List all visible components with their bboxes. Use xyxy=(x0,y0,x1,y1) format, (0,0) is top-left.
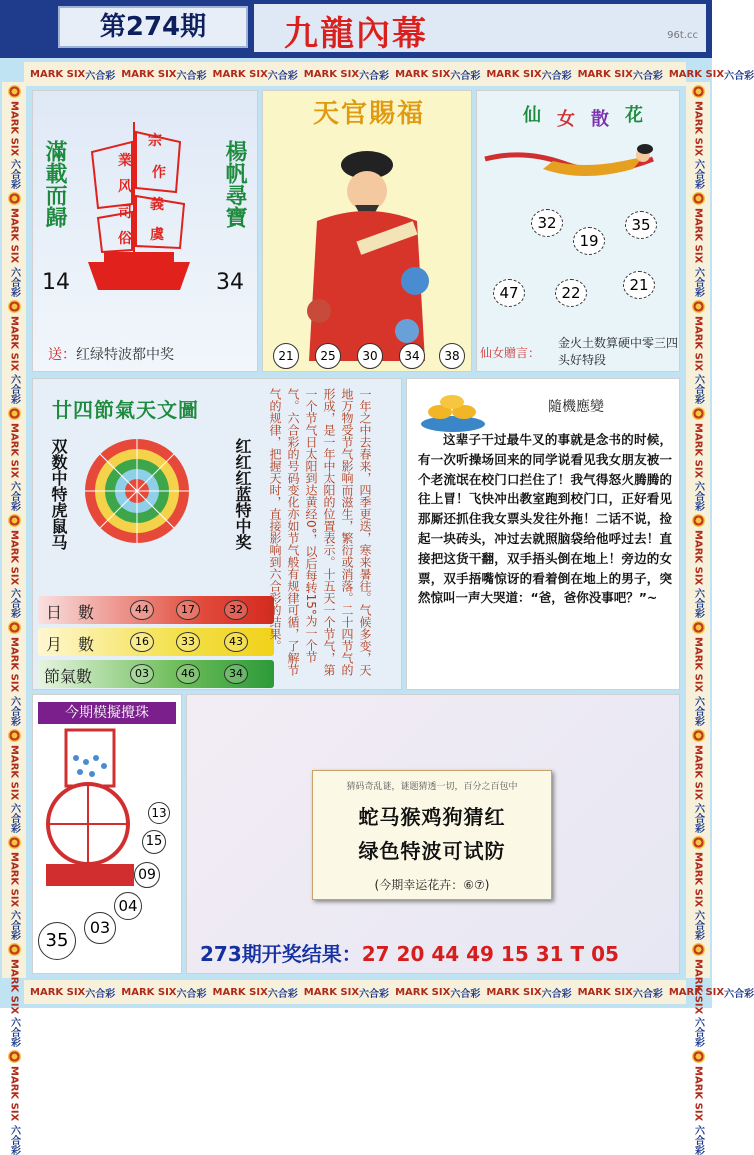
solar-terms-title: 廿四節氣天文圖 xyxy=(52,398,199,422)
border-tag: 六合彩 xyxy=(176,988,207,1000)
border-tag: MARK SIX xyxy=(303,68,360,80)
cloud-number: 19 xyxy=(573,227,605,255)
ship-icon xyxy=(84,112,194,302)
border-top xyxy=(24,62,754,86)
border-tag: 六合彩 xyxy=(450,988,481,1000)
flower-icon xyxy=(692,621,705,634)
row-label: 節氣數 xyxy=(44,667,93,686)
border-tag: MARK SIX xyxy=(8,851,20,908)
draw-title: 今期模擬攪珠 xyxy=(38,702,176,724)
gift-line xyxy=(48,344,174,364)
border-tag: MARK SIX xyxy=(8,744,20,800)
border-tag: 六合彩 xyxy=(8,266,20,297)
page-title: 九龍內幕 xyxy=(284,14,428,54)
fairy-title-char: 散 xyxy=(591,109,609,130)
blessing-panel xyxy=(262,90,472,372)
flower-icon xyxy=(8,514,21,527)
border-tag: MARK SIX xyxy=(692,101,704,157)
draw-result xyxy=(200,938,619,967)
zodiac-wheel-icon xyxy=(82,436,192,546)
number-ball: 25 xyxy=(315,343,341,369)
border-tag: 六合彩 xyxy=(85,988,116,1000)
border-tag: MARK SIX xyxy=(212,68,268,80)
sail-char: 作 xyxy=(152,165,166,181)
border-tag: 六合彩 xyxy=(8,588,20,619)
sail-char: 宗 xyxy=(148,133,162,149)
fairy-label: 仙女贈言： xyxy=(480,346,541,360)
solar-terms-poem: 一年之中去春来，四季更迭，寒来暑往。气候多变，天地万物受节气影响而滋生，繁衍或消落。二十四节气的形成，是一年中太阳的位置表示。十五天一个节气，第一个节气日太阳到达黄经0°，以后每转15°为一个节气。六合彩的号码变化亦如节气般有规律可循，了解节气的规律，把握天时，直接影响到六合彩的结果。 xyxy=(268,388,372,676)
result-label: 273期开奖结果： xyxy=(200,942,362,966)
draw-ball: 09 xyxy=(134,862,160,888)
riddle-foot: (今期幸运花卉：⑥⑦) xyxy=(374,878,490,892)
border-tag: MARK SIX xyxy=(8,1066,20,1122)
top-bar xyxy=(0,0,712,58)
border-tag: 六合彩 xyxy=(692,1124,704,1155)
sail-char: 俗 xyxy=(118,231,132,247)
number-ball: 30 xyxy=(357,343,383,369)
border-tag: MARK SIX xyxy=(8,208,20,264)
fairy-text: 金火土数算硬中零三四头好特段 xyxy=(558,336,679,367)
border-tag: 六合彩 xyxy=(450,70,481,82)
border-tag: 六合彩 xyxy=(8,695,20,726)
draw-ball: 15 xyxy=(142,830,166,854)
border-tag: 六合彩 xyxy=(267,988,298,1000)
month-number: 43 xyxy=(224,632,248,652)
border-tag: 六合彩 xyxy=(176,70,207,82)
cloud-number: 32 xyxy=(531,209,563,237)
border-tag: 六合彩 xyxy=(8,481,20,512)
day-number: 32 xyxy=(224,600,248,620)
border-tag: 六合彩 xyxy=(692,802,704,833)
border-tag: MARK SIX xyxy=(692,315,704,371)
border-tag: 六合彩 xyxy=(724,70,754,82)
gold-ingot-icon xyxy=(418,386,488,436)
border-tag: MARK SIX xyxy=(692,744,704,800)
border-tag: MARK SIX xyxy=(692,1066,704,1122)
flower-icon xyxy=(8,85,21,98)
draw-ball: 04 xyxy=(114,892,142,920)
issue-number: 第274期 xyxy=(58,6,248,48)
border-tag: MARK SIX xyxy=(303,986,360,998)
sail-char: 司 xyxy=(118,205,132,221)
solar-number: 03 xyxy=(130,664,154,684)
cloud-number: 22 xyxy=(555,279,587,307)
right-phrase: 楊帆尋寶 xyxy=(222,140,248,228)
border-tag: 六合彩 xyxy=(632,70,663,82)
border-tag: 六合彩 xyxy=(8,1124,20,1155)
border-tag: MARK SIX xyxy=(486,986,542,998)
border-tag: MARK SIX xyxy=(8,101,20,157)
border-tag: 六合彩 xyxy=(692,910,704,941)
day-number: 44 xyxy=(130,600,154,620)
border-tag: MARK SIX xyxy=(692,637,704,693)
border-tag: 六合彩 xyxy=(541,988,572,1000)
flower-icon xyxy=(692,1050,705,1063)
number-ball: 21 xyxy=(273,343,299,369)
flower-icon xyxy=(8,1050,21,1063)
border-tag: MARK SIX xyxy=(395,986,451,998)
flower-icon xyxy=(692,300,705,313)
border-bottom xyxy=(24,980,754,1004)
day-number: 17 xyxy=(176,600,200,620)
sail-char: 業 xyxy=(118,153,132,169)
border-tag: 六合彩 xyxy=(8,373,20,404)
flower-icon xyxy=(692,836,705,849)
border-tag: MARK SIX xyxy=(8,959,20,1015)
flower-icon xyxy=(8,407,21,420)
border-tag: MARK SIX xyxy=(577,986,633,998)
number-right: 34 xyxy=(216,270,244,295)
left-phrase: 滿載而歸 xyxy=(42,140,68,228)
month-number: 16 xyxy=(130,632,154,652)
border-tag: MARK SIX xyxy=(30,68,86,80)
draw-ball: 13 xyxy=(148,802,170,824)
flower-icon xyxy=(692,943,705,956)
border-tag: MARK SIX xyxy=(8,530,20,586)
row-label: 月 數 xyxy=(46,635,95,654)
flower-icon xyxy=(8,836,21,849)
fairy-panel xyxy=(476,90,680,372)
border-tag: 六合彩 xyxy=(632,988,663,1000)
number-ball: 38 xyxy=(439,343,465,369)
border-tag: MARK SIX xyxy=(692,959,704,1015)
cloud-number: 47 xyxy=(493,279,525,307)
sail-char: 虞 xyxy=(150,227,164,243)
fairy-title-char: 花 xyxy=(625,105,643,126)
border-tag: 六合彩 xyxy=(692,159,704,190)
flower-icon xyxy=(8,300,21,313)
flower-icon xyxy=(8,621,21,634)
border-right xyxy=(686,82,710,1155)
flower-icon xyxy=(692,85,705,98)
result-numbers: 27 20 44 49 15 31 T 05 xyxy=(361,942,619,966)
border-tag: MARK SIX xyxy=(8,422,20,479)
riddle-top-line: 猜码奇乱谜，谜题猜透一切，百分之百包中 xyxy=(346,782,518,792)
border-tag: MARK SIX xyxy=(121,986,177,998)
border-tag: MARK SIX xyxy=(30,986,86,998)
riddle-line-1: 蛇马猴鸡狗猜红 xyxy=(358,805,506,829)
sail-char: 风 xyxy=(118,179,132,195)
border-tag: 六合彩 xyxy=(267,70,298,82)
lottery-machine-icon xyxy=(40,728,140,888)
month-number: 33 xyxy=(176,632,200,652)
border-tag: 六合彩 xyxy=(8,802,20,833)
row-label: 日 數 xyxy=(46,603,95,622)
border-tag: MARK SIX xyxy=(692,851,704,908)
title-box xyxy=(254,4,706,52)
border-tag: 六合彩 xyxy=(692,266,704,297)
border-tag: MARK SIX xyxy=(668,986,725,998)
right-prediction: 红红红蓝特中奖 xyxy=(233,438,252,550)
border-tag: 六合彩 xyxy=(692,481,704,512)
flower-icon xyxy=(692,407,705,420)
border-tag: 六合彩 xyxy=(8,1017,20,1048)
border-tag: 六合彩 xyxy=(692,1017,704,1048)
story-text: 这辈子干过最牛叉的事就是念书的时候，有一次听操场回来的同学说看见我女朋友被一个老流氓在校门口拦住了！我气得怒火腾腾的往上冒！飞快冲出教室跑到校门口，正好看见那厮还抓住我女票头发往外拖！二话不说，捡起一块砖头，冲过去就照脑袋给他呼过去！直接把这货干翻，双手捂头倒在地上！旁边的女票，双手捂嘴惊讶的看着倒在地上的男子，突然惊叫一声大哭道：“爸，爸你没事吧？”~ xyxy=(418,432,672,606)
deity-figure-icon xyxy=(297,131,437,371)
number-ball: 34 xyxy=(399,343,425,369)
fairy-title-char: 女 xyxy=(557,109,575,130)
number-left: 14 xyxy=(42,270,70,295)
solar-number: 46 xyxy=(176,664,200,684)
blessing-title: 天官賜福 xyxy=(313,99,426,129)
flower-icon xyxy=(8,192,21,205)
riddle-line-2: 绿色特波可试防 xyxy=(358,839,506,863)
flower-icon xyxy=(692,729,705,742)
draw-ball: 35 xyxy=(38,922,76,960)
gift-text: 红绿特波都中奖 xyxy=(76,347,174,363)
solar-number: 34 xyxy=(224,664,248,684)
border-left xyxy=(2,82,26,1155)
flower-icon xyxy=(692,514,705,527)
border-tag: 六合彩 xyxy=(359,70,390,82)
border-tag: MARK SIX xyxy=(8,637,20,693)
site-label: 96t.cc xyxy=(667,30,698,41)
draw-ball: 03 xyxy=(84,912,116,944)
flower-icon xyxy=(8,943,21,956)
border-tag: 六合彩 xyxy=(541,70,572,82)
border-tag: 六合彩 xyxy=(85,70,116,82)
story-title: 隨機應變 xyxy=(548,399,604,415)
sail-char: 義 xyxy=(150,197,164,213)
border-tag: 六合彩 xyxy=(692,695,704,726)
border-tag: MARK SIX xyxy=(395,68,451,80)
left-prediction: 双数中特虎鼠马 xyxy=(49,438,68,550)
gift-label: 送： xyxy=(48,347,76,363)
border-tag: MARK SIX xyxy=(121,68,177,80)
fairy-figure-icon xyxy=(483,139,673,189)
riddle-card xyxy=(312,770,552,900)
border-tag: MARK SIX xyxy=(212,986,268,998)
border-tag: 六合彩 xyxy=(8,159,20,190)
border-tag: MARK SIX xyxy=(577,68,633,80)
flower-icon xyxy=(692,192,705,205)
fairy-title-char: 仙 xyxy=(523,105,541,126)
border-tag: MARK SIX xyxy=(486,68,542,80)
border-tag: 六合彩 xyxy=(724,988,754,1000)
border-tag: MARK SIX xyxy=(692,422,704,479)
flower-icon xyxy=(8,729,21,742)
border-tag: MARK SIX xyxy=(692,208,704,264)
border-tag: MARK SIX xyxy=(668,68,725,80)
border-tag: 六合彩 xyxy=(692,588,704,619)
border-tag: 六合彩 xyxy=(359,988,390,1000)
cloud-number: 35 xyxy=(625,211,657,239)
border-tag: MARK SIX xyxy=(692,530,704,586)
border-tag: MARK SIX xyxy=(8,315,20,371)
border-tag: 六合彩 xyxy=(8,910,20,941)
cloud-number: 21 xyxy=(623,271,655,299)
border-tag: 六合彩 xyxy=(692,373,704,404)
